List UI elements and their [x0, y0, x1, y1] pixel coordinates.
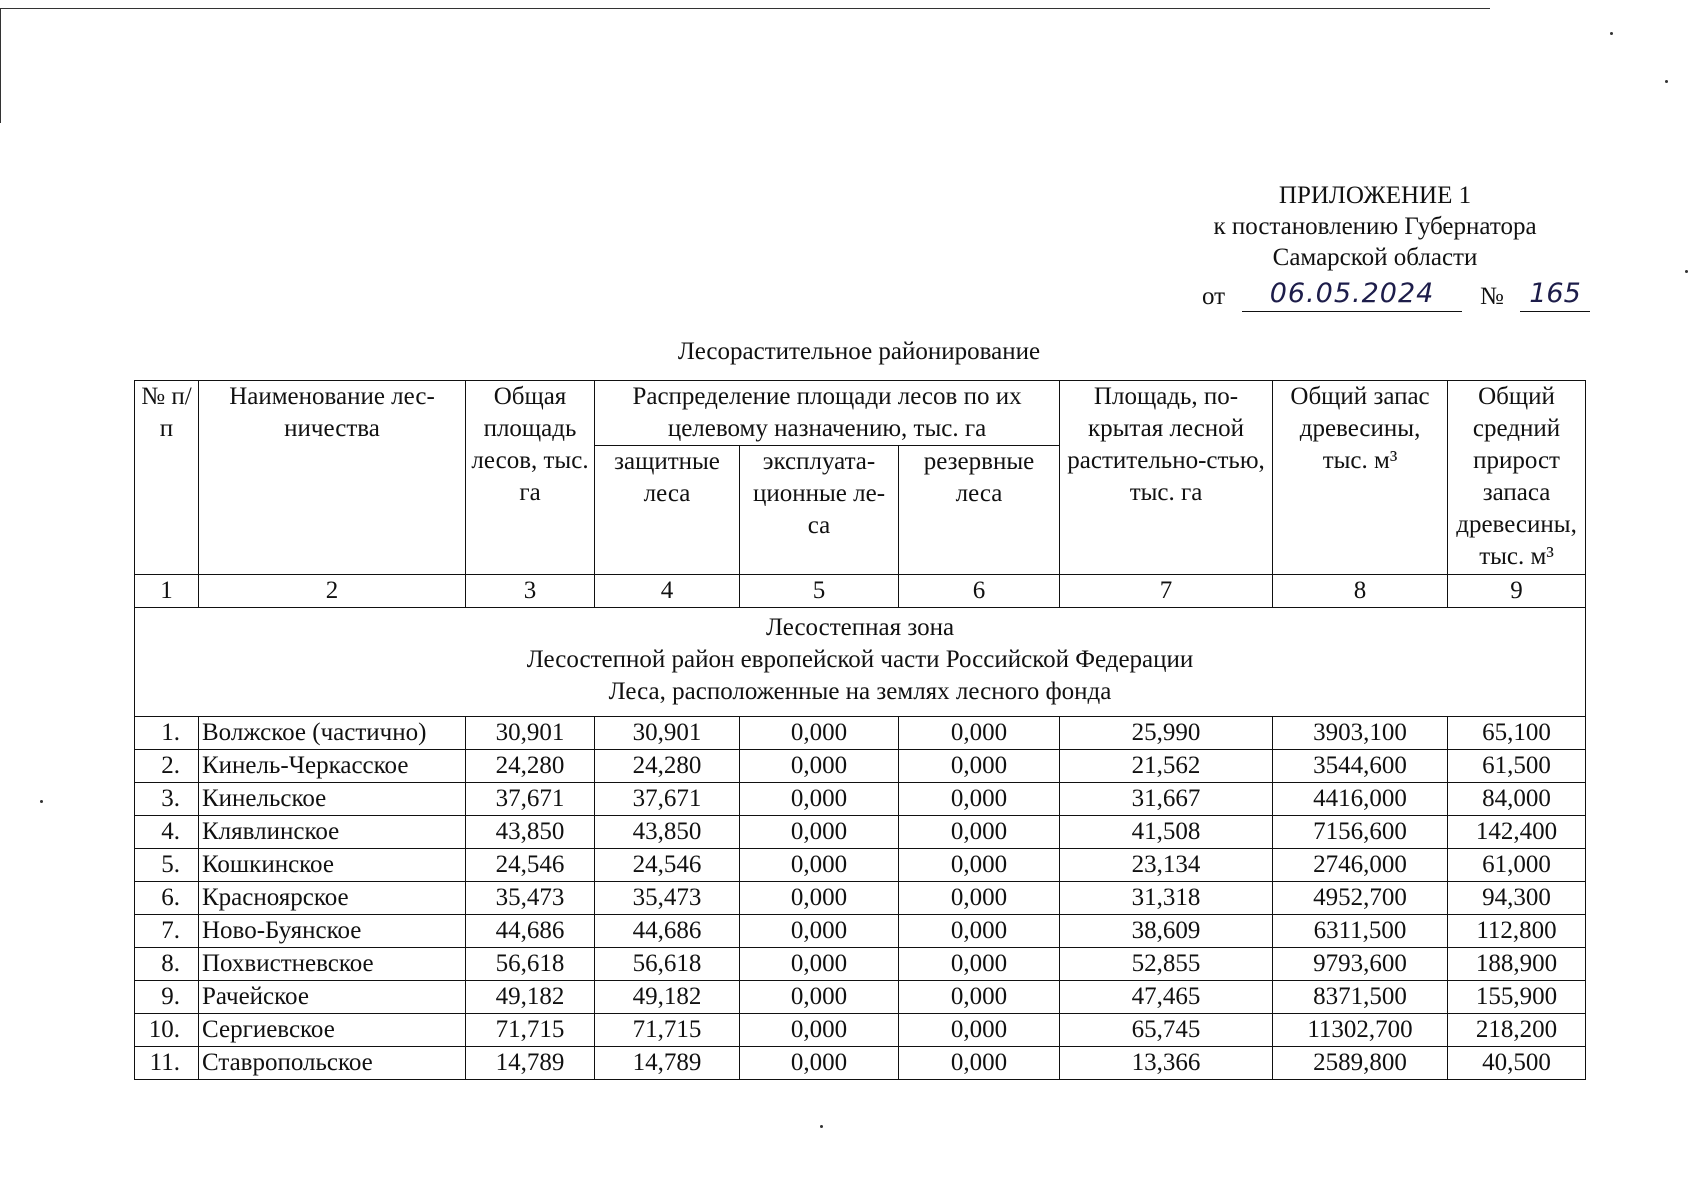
average-increment-cell: 40,500: [1448, 1047, 1586, 1080]
resolution-line: к постановлению Губернатора: [1213, 213, 1537, 240]
appendix-header: [1160, 180, 1590, 315]
total-area-cell: 14,789: [466, 1047, 595, 1080]
forestry-name-cell: Клявлинское: [199, 816, 466, 849]
total-area-cell: 35,473: [466, 882, 595, 915]
operational-area-cell: 0,000: [740, 915, 899, 948]
total-area-cell: 56,618: [466, 948, 595, 981]
protective-area-cell: 56,618: [595, 948, 740, 981]
table-row: [135, 783, 1586, 816]
forestry-name-cell: Кошкинское: [199, 849, 466, 882]
covered-area-cell: 47,465: [1060, 981, 1273, 1014]
zone-row: [135, 608, 1586, 717]
handwritten-number: 165: [1520, 277, 1590, 312]
reserve-area-cell: 0,000: [899, 882, 1060, 915]
wood-stock-cell: 3903,100: [1273, 717, 1448, 750]
covered-area-cell: 38,609: [1060, 915, 1273, 948]
column-number: 8: [1273, 575, 1448, 608]
table-row: [135, 717, 1586, 750]
table-row: [135, 1014, 1586, 1047]
row-number-cell: 2.: [135, 750, 199, 783]
covered-area-cell: 31,318: [1060, 882, 1273, 915]
covered-area-cell: 25,990: [1060, 717, 1273, 750]
covered-area-cell: 31,667: [1060, 783, 1273, 816]
table-row: [135, 915, 1586, 948]
row-number-cell: 1.: [135, 717, 199, 750]
table-row: [135, 882, 1586, 915]
forestry-name-cell: Кинель-Черкасское: [199, 750, 466, 783]
average-increment-cell: 65,100: [1448, 717, 1586, 750]
protective-area-cell: 24,546: [595, 849, 740, 882]
header-protective-forests: защитные леса: [595, 446, 740, 575]
reserve-area-cell: 0,000: [899, 1014, 1060, 1047]
forestry-table: [134, 380, 1586, 1080]
header-forestry-name: Наименование лес-ничества: [199, 381, 466, 575]
header-operational-forests: эксплуата-ционные ле-са: [740, 446, 899, 575]
covered-area-cell: 52,855: [1060, 948, 1273, 981]
operational-area-cell: 0,000: [740, 849, 899, 882]
column-number: 4: [595, 575, 740, 608]
protective-area-cell: 37,671: [595, 783, 740, 816]
operational-area-cell: 0,000: [740, 882, 899, 915]
reserve-area-cell: 0,000: [899, 948, 1060, 981]
protective-area-cell: 35,473: [595, 882, 740, 915]
row-number-cell: 6.: [135, 882, 199, 915]
header-average-increment: Общий средний прирост запаса древесины, тыс. м³: [1448, 381, 1586, 575]
from-label: от: [1202, 283, 1226, 310]
operational-area-cell: 0,000: [740, 1047, 899, 1080]
scan-border-left: [0, 8, 1, 123]
total-area-cell: 44,686: [466, 915, 595, 948]
table-row: [135, 948, 1586, 981]
row-number-cell: 9.: [135, 981, 199, 1014]
zone-land-category: Леса, расположенные на землях лесного фонда: [608, 678, 1112, 705]
forestry-name-cell: Сергиевское: [199, 1014, 466, 1047]
column-number: 9: [1448, 575, 1586, 608]
protective-area-cell: 44,686: [595, 915, 740, 948]
wood-stock-cell: 4416,000: [1273, 783, 1448, 816]
row-number-cell: 8.: [135, 948, 199, 981]
forestry-name-cell: Кинельское: [199, 783, 466, 816]
forestry-name-cell: Ставропольское: [199, 1047, 466, 1080]
date-number-line: [1160, 277, 1590, 315]
column-number: 1: [135, 575, 199, 608]
row-number-cell: 7.: [135, 915, 199, 948]
number-sign: №: [1480, 283, 1504, 310]
operational-area-cell: 0,000: [740, 717, 899, 750]
average-increment-cell: 155,900: [1448, 981, 1586, 1014]
forestry-name-cell: Красноярское: [199, 882, 466, 915]
forestry-name-cell: Рачейское: [199, 981, 466, 1014]
data-rows: [135, 717, 1586, 1080]
protective-area-cell: 49,182: [595, 981, 740, 1014]
reserve-area-cell: 0,000: [899, 915, 1060, 948]
operational-area-cell: 0,000: [740, 783, 899, 816]
zone-district: Лесостепной район европейской части Российской Федерации: [526, 646, 1194, 673]
operational-area-cell: 0,000: [740, 816, 899, 849]
scan-speck: [1685, 270, 1688, 273]
scan-speck: [1665, 80, 1668, 83]
column-number: 5: [740, 575, 899, 608]
document-title: Лесорастительное районирование: [677, 338, 1041, 365]
operational-area-cell: 0,000: [740, 981, 899, 1014]
covered-area-cell: 21,562: [1060, 750, 1273, 783]
operational-area-cell: 0,000: [740, 750, 899, 783]
table-row: [135, 849, 1586, 882]
region-line: Самарской области: [1272, 244, 1478, 271]
header-wood-stock: Общий запас древесины, тыс. м³: [1273, 381, 1448, 575]
protective-area-cell: 30,901: [595, 717, 740, 750]
average-increment-cell: 188,900: [1448, 948, 1586, 981]
protective-area-cell: 43,850: [595, 816, 740, 849]
average-increment-cell: 84,000: [1448, 783, 1586, 816]
table-row: [135, 1047, 1586, 1080]
protective-area-cell: 71,715: [595, 1014, 740, 1047]
column-number: 2: [199, 575, 466, 608]
total-area-cell: 37,671: [466, 783, 595, 816]
reserve-area-cell: 0,000: [899, 783, 1060, 816]
wood-stock-cell: 3544,600: [1273, 750, 1448, 783]
row-number-cell: 3.: [135, 783, 199, 816]
scan-speck: [1610, 32, 1613, 35]
covered-area-cell: 41,508: [1060, 816, 1273, 849]
average-increment-cell: 218,200: [1448, 1014, 1586, 1047]
forestry-name-cell: Волжское (частично): [199, 717, 466, 750]
wood-stock-cell: 8371,500: [1273, 981, 1448, 1014]
wood-stock-cell: 4952,700: [1273, 882, 1448, 915]
scan-border-top: [0, 8, 1490, 9]
wood-stock-cell: 11302,700: [1273, 1014, 1448, 1047]
average-increment-cell: 142,400: [1448, 816, 1586, 849]
total-area-cell: 43,850: [466, 816, 595, 849]
protective-area-cell: 14,789: [595, 1047, 740, 1080]
column-number: 7: [1060, 575, 1273, 608]
forestry-name-cell: Ново-Буянское: [199, 915, 466, 948]
average-increment-cell: 94,300: [1448, 882, 1586, 915]
reserve-area-cell: 0,000: [899, 816, 1060, 849]
average-increment-cell: 61,000: [1448, 849, 1586, 882]
wood-stock-cell: 9793,600: [1273, 948, 1448, 981]
column-number: 3: [466, 575, 595, 608]
wood-stock-cell: 2746,000: [1273, 849, 1448, 882]
row-number-cell: 10.: [135, 1014, 199, 1047]
header-covered-area: Площадь, по-крытая лесной растительно-стью, тыс. га: [1060, 381, 1273, 575]
header-number: № п/п: [135, 381, 199, 575]
reserve-area-cell: 0,000: [899, 1047, 1060, 1080]
row-number-cell: 4.: [135, 816, 199, 849]
protective-area-cell: 24,280: [595, 750, 740, 783]
header-reserve-forests: резервные леса: [899, 446, 1060, 575]
scan-speck: [40, 800, 43, 803]
reserve-area-cell: 0,000: [899, 750, 1060, 783]
total-area-cell: 24,546: [466, 849, 595, 882]
covered-area-cell: 65,745: [1060, 1014, 1273, 1047]
covered-area-cell: 23,134: [1060, 849, 1273, 882]
handwritten-date: 06.05.2024: [1242, 277, 1462, 312]
row-number-cell: 5.: [135, 849, 199, 882]
column-number: 6: [899, 575, 1060, 608]
average-increment-cell: 61,500: [1448, 750, 1586, 783]
wood-stock-cell: 6311,500: [1273, 915, 1448, 948]
total-area-cell: 71,715: [466, 1014, 595, 1047]
header-row-1: [135, 381, 1586, 446]
table-row: [135, 750, 1586, 783]
table-row: [135, 816, 1586, 849]
scan-speck: [820, 1125, 823, 1128]
reserve-area-cell: 0,000: [899, 981, 1060, 1014]
zone-heading: [135, 608, 1586, 717]
column-number-row: [135, 575, 1586, 608]
operational-area-cell: 0,000: [740, 1014, 899, 1047]
zone-title: Лесостепная зона: [765, 614, 955, 641]
covered-area-cell: 13,366: [1060, 1047, 1273, 1080]
appendix-label: ПРИЛОЖЕНИЕ 1: [1278, 182, 1472, 209]
reserve-area-cell: 0,000: [899, 717, 1060, 750]
table-row: [135, 981, 1586, 1014]
forestry-name-cell: Похвистневское: [199, 948, 466, 981]
total-area-cell: 49,182: [466, 981, 595, 1014]
total-area-cell: 30,901: [466, 717, 595, 750]
wood-stock-cell: 7156,600: [1273, 816, 1448, 849]
operational-area-cell: 0,000: [740, 948, 899, 981]
reserve-area-cell: 0,000: [899, 849, 1060, 882]
wood-stock-cell: 2589,800: [1273, 1047, 1448, 1080]
total-area-cell: 24,280: [466, 750, 595, 783]
header-total-area: Общая площадь лесов, тыс. га: [466, 381, 595, 575]
header-distribution-group: Распределение площади лесов по их целевому назначению, тыс. га: [595, 381, 1060, 446]
row-number-cell: 11.: [135, 1047, 199, 1080]
average-increment-cell: 112,800: [1448, 915, 1586, 948]
